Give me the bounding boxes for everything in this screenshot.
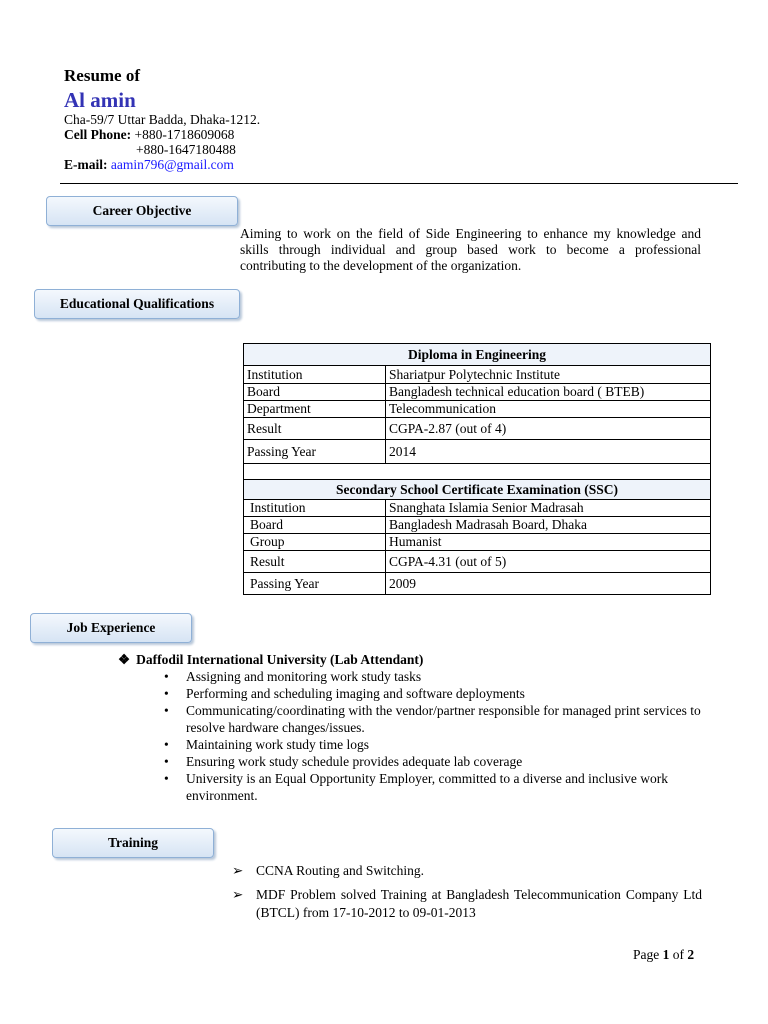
row-value: Shariatpur Polytechnic Institute xyxy=(386,366,711,384)
career-objective-text: Aiming to work on the field of Side Engineering to enhance my knowledge and skills through individual and group based work to become a professional contributing to the development of the organization. xyxy=(240,226,701,273)
duty-text: Maintaining work study time logs xyxy=(186,737,369,752)
row-value: CGPA-4.31 (out of 5) xyxy=(386,551,711,573)
list-item xyxy=(164,736,706,753)
table-row xyxy=(244,517,711,534)
row-value: Snanghata Islamia Senior Madrasah xyxy=(386,500,711,517)
row-label: Institution xyxy=(244,500,386,517)
bullet-icon: • xyxy=(164,737,169,752)
table-row xyxy=(244,418,711,440)
row-label: Board xyxy=(244,517,386,534)
row-label: Institution xyxy=(244,366,386,384)
training-text: CCNA Routing and Switching. xyxy=(256,863,425,878)
email-link[interactable]: aamin796@gmail.com xyxy=(110,157,234,172)
row-value: 2009 xyxy=(386,573,711,595)
row-label: Board xyxy=(244,384,386,401)
row-value: 2014 xyxy=(386,440,711,464)
table-row xyxy=(244,401,711,418)
duty-text: Assigning and monitoring work study tasks xyxy=(186,669,422,684)
row-label: Passing Year xyxy=(244,440,386,464)
bullet-icon: • xyxy=(164,686,169,701)
bullet-icon: • xyxy=(164,669,169,684)
address: Cha-59/7 Uttar Badda, Dhaka-1212. xyxy=(64,112,261,127)
table-row xyxy=(244,366,711,384)
list-item xyxy=(232,862,702,880)
table-row xyxy=(244,573,711,595)
table-spacer-row xyxy=(244,464,711,480)
row-label: Group xyxy=(244,534,386,551)
duty-text: Performing and scheduling imaging and software deployments xyxy=(186,686,525,701)
phone-label: Cell Phone: xyxy=(64,127,132,142)
phone-number-1: +880-1718609068 xyxy=(134,127,235,142)
section-job-experience: Job Experience xyxy=(30,613,192,643)
duty-text: Communicating/coordinating with the vendor/partner responsible for managed print services to resolve hardware changes/issues. xyxy=(186,703,701,735)
training-text: MDF Problem solved Training at Bangladesh Telecommunication Company Ltd (BTCL) from 17-10-2012 to 09-01-2013 xyxy=(256,887,702,920)
duty-text: Ensuring work study schedule provides adequate lab coverage xyxy=(186,754,523,769)
ssc-heading: Secondary School Certificate Examination (SSC) xyxy=(244,480,711,500)
bullet-icon: • xyxy=(164,703,169,718)
diamond-bullet-icon: ❖ xyxy=(118,652,131,667)
list-item xyxy=(164,753,706,770)
list-item xyxy=(164,770,706,804)
section-training: Training xyxy=(52,828,214,858)
row-value: Bangladesh Madrasah Board, Dhaka xyxy=(386,517,711,534)
row-label: Passing Year xyxy=(244,573,386,595)
employer-heading xyxy=(118,652,423,668)
page-of-word: of xyxy=(672,947,684,962)
header-divider xyxy=(60,183,738,184)
table-row xyxy=(244,551,711,573)
candidate-name: Al amin xyxy=(64,88,136,112)
arrow-bullet-icon: ➢ xyxy=(232,863,244,878)
list-item xyxy=(164,702,706,736)
page-number xyxy=(633,947,694,963)
bullet-icon: • xyxy=(164,754,169,769)
page-total: 2 xyxy=(687,947,695,962)
phone-number-2: +880-1647180488 xyxy=(136,142,236,157)
section-career-objective: Career Objective xyxy=(46,196,238,226)
employer-name: Daffodil International University (Lab Attendant) xyxy=(136,652,424,667)
list-item xyxy=(164,685,706,702)
row-value: Bangladesh technical education board ( BTEB) xyxy=(386,384,711,401)
education-table xyxy=(243,343,711,595)
diploma-heading: Diploma in Engineering xyxy=(244,344,711,366)
email-label: E-mail: xyxy=(64,157,108,172)
row-value: CGPA-2.87 (out of 4) xyxy=(386,418,711,440)
row-value: Humanist xyxy=(386,534,711,551)
duty-text: University is an Equal Opportunity Employer, committed to a diverse and inclusive work environment. xyxy=(186,771,668,803)
row-value: Telecommunication xyxy=(386,401,711,418)
resume-title: Resume of xyxy=(64,66,141,85)
arrow-bullet-icon: ➢ xyxy=(232,887,244,902)
page-current: 1 xyxy=(662,947,670,962)
section-educational-qualifications: Educational Qualifications xyxy=(34,289,240,319)
row-label: Result xyxy=(244,551,386,573)
row-label: Result xyxy=(244,418,386,440)
table-row xyxy=(244,440,711,464)
table-row xyxy=(244,534,711,551)
row-label: Department xyxy=(244,401,386,418)
phone-line-1 xyxy=(64,127,234,143)
page-word: Page xyxy=(633,947,660,962)
email-line xyxy=(64,157,234,173)
list-item xyxy=(232,886,702,922)
table-row xyxy=(244,500,711,517)
bullet-icon: • xyxy=(164,771,169,786)
list-item xyxy=(164,668,706,685)
job-duties-list xyxy=(164,668,706,804)
table-row xyxy=(244,384,711,401)
